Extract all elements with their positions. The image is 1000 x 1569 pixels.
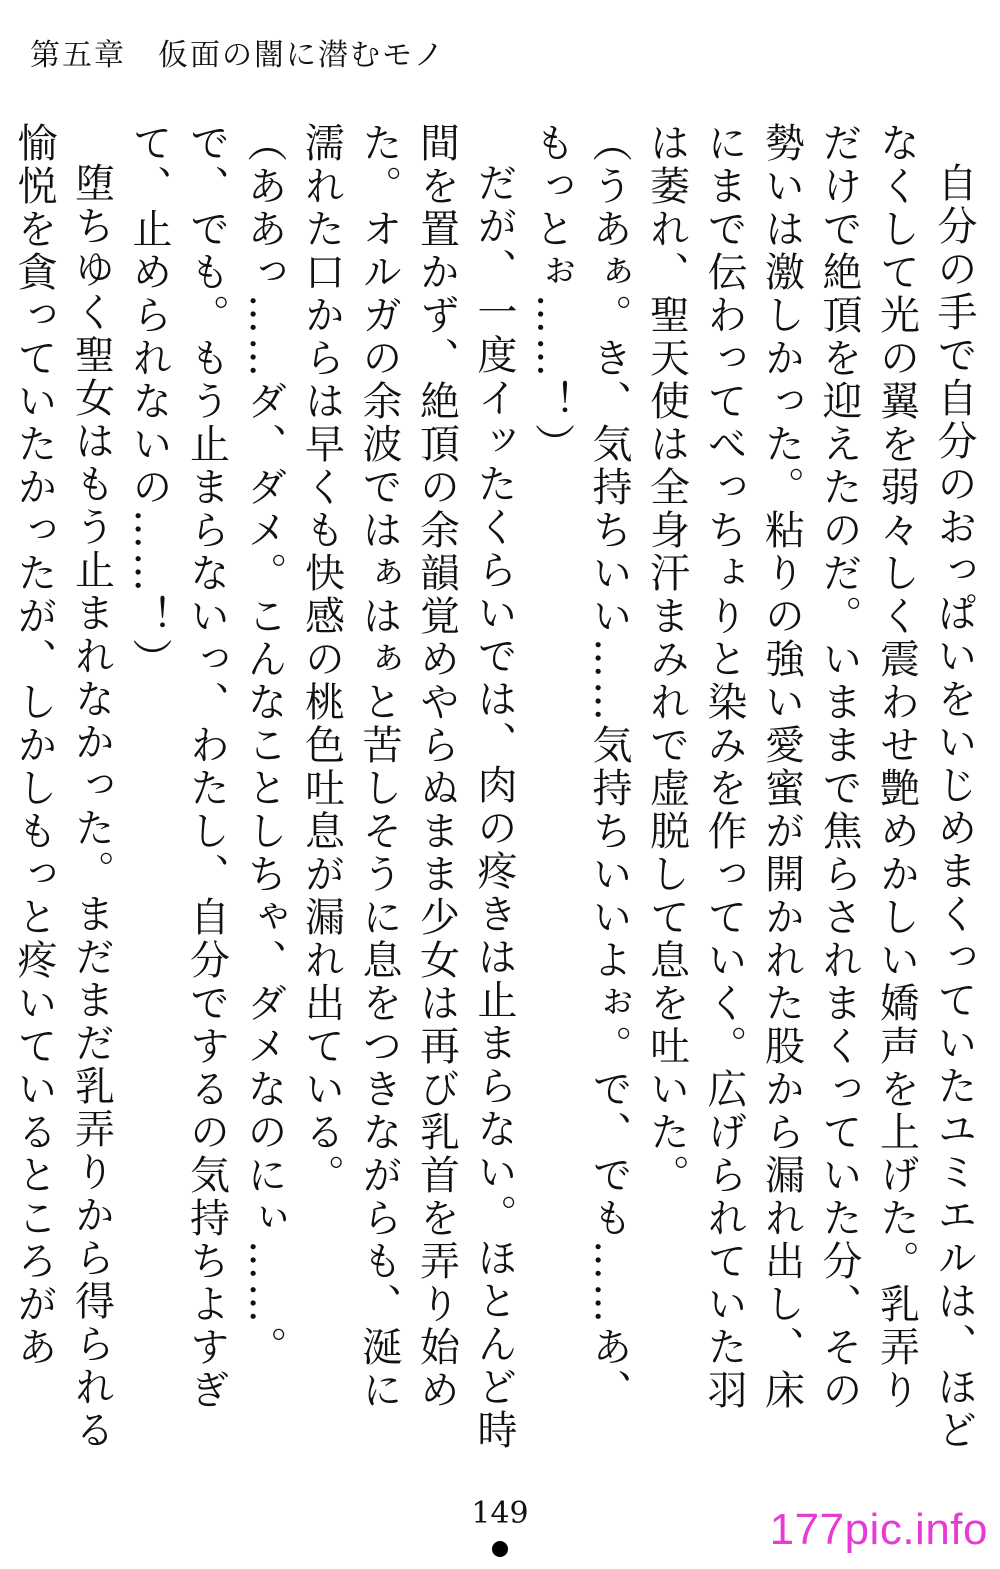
dialog-line: （ああっ……ダ、ダメ。こんなことしちゃ、ダメなのにぃ……。で、でも。もう止まらないっ、わたし、自分でするの気持ちよすぎて、止められないの……！）	[126, 122, 287, 1412]
paragraph: 自分の手で自分のおっぱいをいじめまくっていたユミエルは、ほどなくして光の翼を弱々しく震わせ艶めかしい嬌声を上げた。乳弄りだけで絶頂を迎えたのだ。いままで焦らされまくっていた分、その勢いは激しかった。粘りの強い愛蜜が開かれた股から漏れ出し、床にまで伝わってべっちょりと染みを作っていく。広げられていた羽は萎れ、聖天使は全身汗まみれで虚脱して息を吐いた。	[643, 122, 977, 1452]
watermark: 177pic.info	[769, 1505, 988, 1554]
paragraph: 堕ちゆく聖女はもう止まれなかった。まだまだ乳弄りから得られる愉悦を貪っていたかったが、しかしもっと疼いているところがあ	[11, 122, 115, 1452]
page-dot-marker	[492, 1541, 508, 1557]
dialog-line: （うあぁ。き、気持ちいい……気持ちいいよぉ。で、でも……あ、もっとぉ……！）	[528, 122, 632, 1412]
chapter-title: 第五章 仮面の闇に潜むモノ	[30, 38, 446, 73]
vertical-text-body	[11, 122, 982, 1452]
page-number: 149	[471, 1496, 529, 1531]
paragraph: だが、一度イッたくらいでは、肉の疼きは止まらない。ほとんど時間を置かず、絶頂の余韻覚めやらぬまま少女は再び乳首を弄り始めた。オルガの余波ではぁはぁと苦しそうに息をつきながらも、涎に濡れた口からは早くも快感の桃色吐息が漏れ出ている。	[298, 122, 517, 1452]
